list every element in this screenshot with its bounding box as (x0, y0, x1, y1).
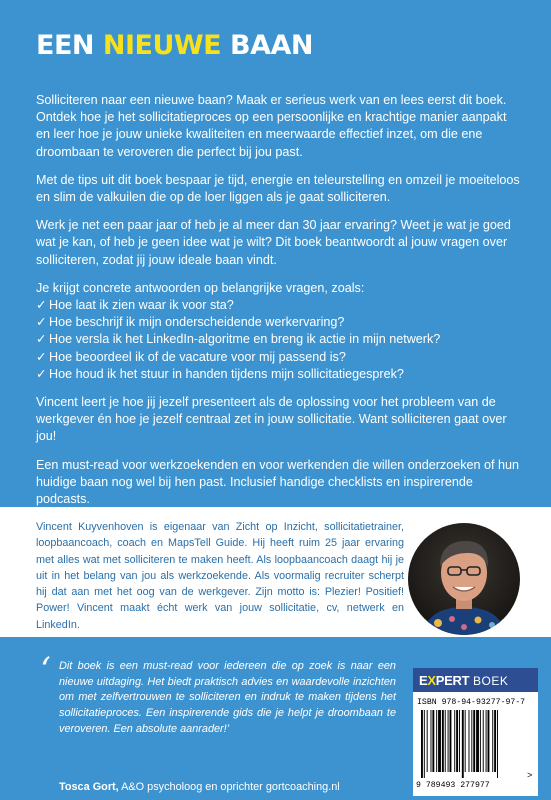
author-portrait-icon (408, 523, 520, 635)
question-list (36, 297, 520, 383)
portrait-illustration (408, 523, 520, 635)
barcode-bar (427, 710, 428, 772)
title-part-1: EEN (36, 30, 103, 61)
barcode-bar (465, 710, 466, 772)
blurb-paragraph-2: Met de tips uit dit boek bespaar je tijd, energie en teleurstelling en omzeil je moeiteloos en slim de valkuilen die op de loer liggen als je gaat solliciteren. (36, 172, 520, 205)
barcode-bar (456, 710, 458, 772)
barcode-bar (432, 710, 434, 772)
question-item (36, 366, 520, 383)
barcode-bar (469, 710, 470, 772)
logo-letter-x: X (427, 673, 436, 688)
barcode-bar (483, 710, 484, 772)
testimonial-quote: Dit boek is een must-read voor iedereen die op zoek is naar een nieuwe uitdaging. Het biedt praktisch advies en waardevolle inzichten om met zelfvertrouwen te solliciteren en indruk te maken tijdens het sollicitatieproces. Een inspirerende gids die je helpt je droombaan te veroveren. Een absolute aanrader!’ (59, 660, 396, 735)
barcode-bar (486, 710, 487, 772)
barcode-bar (448, 710, 449, 772)
cover-title (36, 30, 313, 61)
barcode-bar (497, 710, 498, 778)
author-bio: Vincent Kuyvenhoven is eigenaar van Zicht op Inzicht, sollicitatietrainer, loopbaancoach, coach en MapsTell Guide. Hij heeft ruim 25 jaar ervaring met alles wat met solliciteren te maken heeft. Als loopbaancoach daagt hij je uit in het belang van jou als werkzoekende. Als voormalig recruiter scherpt hij dat aan met het oog van de werkgever. Zijn motto is: Plezier! Positief! Power! Vincent maakt écht werk van jouw sollicitatie, cv, netwerk en LinkedIn. (36, 521, 404, 631)
blurb-paragraph-5: Een must-read voor werkzoekenden en voor werkenden die willen onderzoeken of hun huidige baan nog wel bij hen past. Inclusief handige checklists en inspirerende podcasts. (36, 457, 520, 507)
question-text: Hoe beschrijf ik mijn onderscheidende werkervaring? (49, 315, 345, 330)
logo-boek: BOEK (473, 674, 509, 688)
barcode-bar (454, 710, 455, 772)
barcode-bar (459, 710, 460, 772)
question-item (36, 331, 520, 348)
question-item (36, 314, 520, 331)
isbn-number: ISBN 978-94-93277-97-7 (417, 698, 526, 707)
barcode-bar (438, 710, 441, 772)
barcode-bar (480, 710, 481, 772)
check-icon: ✓ (36, 349, 47, 364)
quote-mark-icon: ‘ (40, 650, 51, 690)
barcode-bar (445, 710, 446, 772)
barcode-bar (424, 710, 425, 778)
question-text: Hoe houd ik het stuur in handen tijdens mijn sollicitatiegesprek? (49, 366, 404, 381)
blurb-paragraph-3: Werk je net een paar jaar of heb je al meer dan 30 jaar ervaring? Weet je wat je goed wat je kan, of heb je geen idee wat je wilt? Dit boek beantwoordt al jouw vragen over solliciteren, zodat jij jouw ideale baan vindt. (36, 218, 511, 267)
logo-letters-pert: PERT (435, 673, 470, 688)
question-text: Hoe laat ik zien waar ik voor sta? (49, 298, 234, 313)
barcode-icon (417, 708, 533, 780)
check-icon: ✓ (36, 315, 47, 330)
blurb-text (36, 92, 520, 519)
barcode-number: 9 789493 277977 (416, 781, 490, 790)
barcode-bar (421, 710, 423, 778)
question-item (36, 297, 520, 314)
barcode-bar (476, 710, 479, 772)
barcode-bar (450, 710, 452, 772)
barcode-bar (473, 710, 475, 772)
barcode-bar (431, 710, 432, 772)
check-icon: ✓ (36, 332, 47, 347)
barcode-bar (492, 710, 493, 772)
barcode-bar (488, 710, 490, 772)
question-list-intro: Je krijgt concrete antwoorden op belangrijke vragen, zoals: (36, 280, 365, 295)
publisher-logo (413, 668, 538, 692)
logo-expert (419, 673, 469, 688)
barcode-bar (442, 710, 444, 772)
blurb-paragraph-4: Vincent leert je hoe jij jezelf presenteert als de oplossing voor het probleem van de werkgever én hoe je jezelf centraal zet in jouw sollicitatie. Want solliciteren gaat over jou! (36, 395, 507, 444)
check-icon: ✓ (36, 366, 47, 381)
blurb-paragraph-1: Solliciteren naar een nieuwe baan? Maak er serieus werk van en lees eerst dit boek. Ontdek hoe je het sollicitatieproces op een persoonlijke en krachtige manier aanpakt en leer hoe je jouw unieke kwaliteiten en meerwaarde effectief inzet, om die ene droombaan te veroveren die perfect bij jou past. (36, 93, 507, 159)
title-part-2: BAAN (221, 30, 314, 61)
testimonial-author-name: Tosca Gort, (59, 781, 119, 793)
testimonial-attribution (59, 781, 404, 793)
title-highlight: NIEUWE (102, 30, 222, 61)
isbn-block (413, 668, 538, 796)
barcode-arrow: > (527, 771, 533, 780)
barcode-bar (471, 710, 472, 772)
barcode-bar (436, 710, 437, 772)
barcode-bar (462, 710, 464, 778)
barcode-bar (494, 710, 496, 772)
question-text: Hoe versla ik het LinkedIn-algoritme en breng ik actie in mijn netwerk? (49, 332, 441, 347)
question-text: Hoe beoordeel ik of de vacature voor mij passend is? (49, 349, 346, 364)
logo-letter-e: E (419, 673, 428, 688)
author-section (0, 507, 551, 637)
testimonial-author-role: A&O psycholoog en oprichter gortcoaching.nl (118, 781, 340, 793)
question-item (36, 349, 520, 366)
check-icon: ✓ (36, 298, 47, 313)
